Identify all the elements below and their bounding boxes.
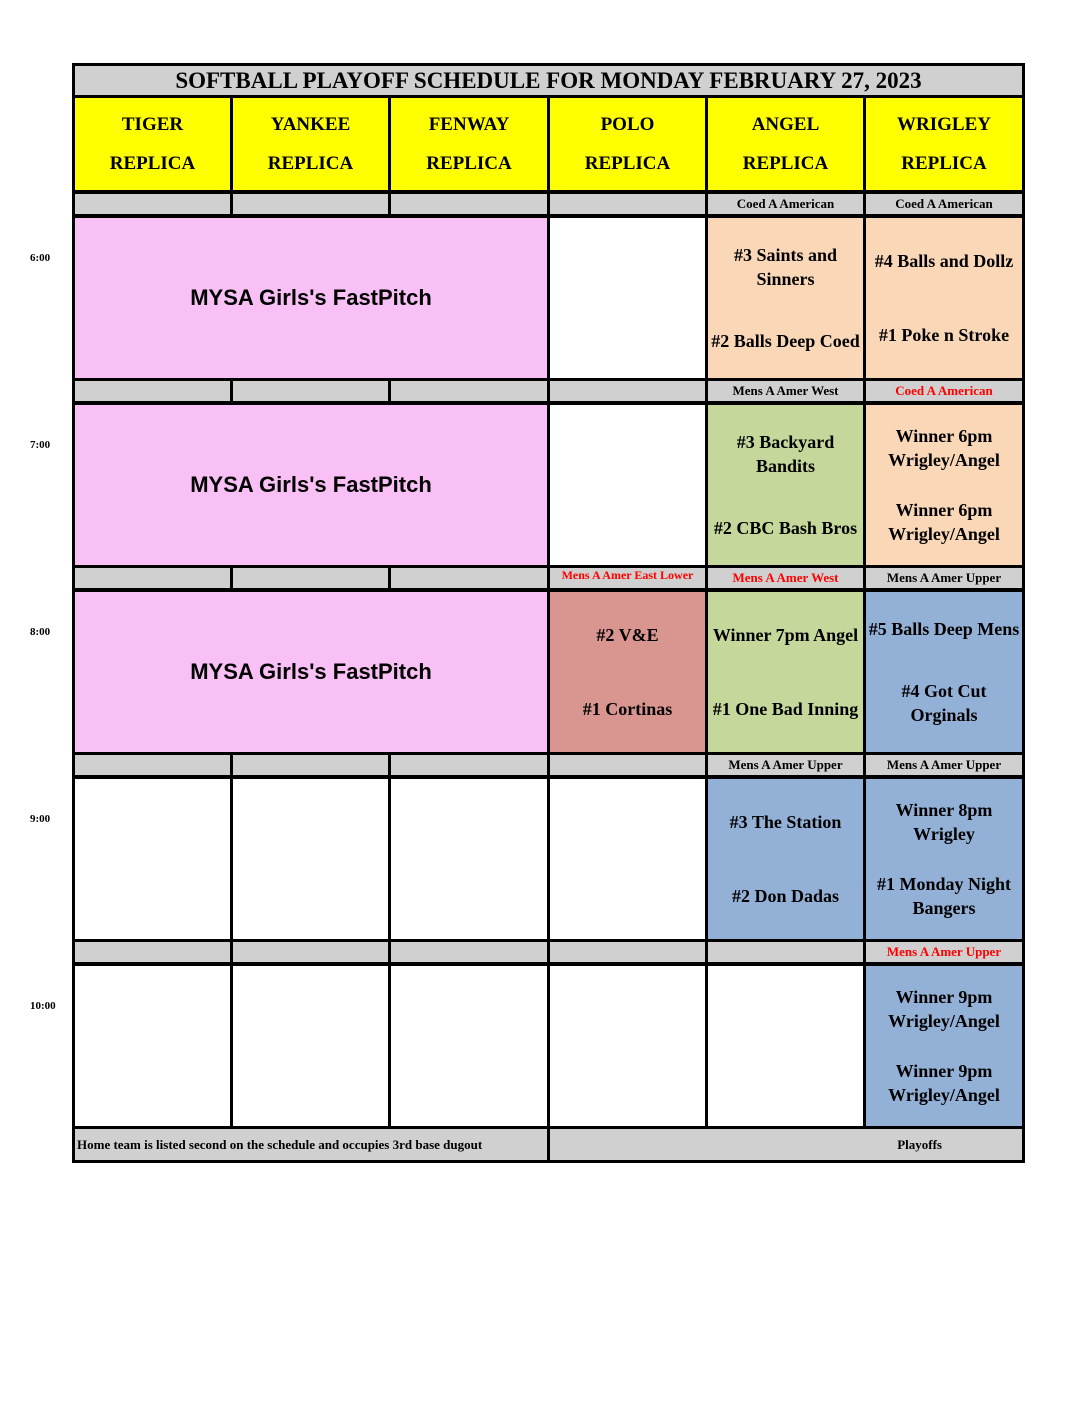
field-name: FENWAY — [428, 113, 510, 135]
field-name: TIGER — [121, 113, 184, 135]
playoffs-label: Playoffs — [550, 1129, 1022, 1160]
home-team: #1 Poke n Stroke — [878, 325, 1010, 345]
field-header-tiger — [75, 98, 230, 190]
away-team: #4 Balls and Dollz — [874, 251, 1014, 271]
empty-slot — [550, 779, 705, 939]
game-8pm-polo — [550, 592, 705, 752]
field-type: REPLICA — [267, 152, 354, 174]
away-team: #3 The Station — [729, 812, 842, 832]
division-bar — [233, 194, 388, 214]
away-team: #3 Saints and Sinners — [733, 245, 838, 289]
division-bar — [708, 942, 863, 962]
division-bar — [391, 942, 547, 962]
division-label: Mens A Amer West — [708, 381, 863, 401]
game-9pm-wrigley — [866, 779, 1022, 939]
field-header-fenway — [391, 98, 547, 190]
home-team: #2 Don Dadas — [731, 886, 840, 906]
division-bar — [233, 568, 388, 588]
division-bar — [233, 755, 388, 775]
home-team: #1 Cortinas — [582, 699, 673, 719]
game-6pm-wrigley — [866, 218, 1022, 378]
field-type: REPLICA — [742, 152, 829, 174]
division-bar — [391, 755, 547, 775]
division-label: Mens A Amer Upper — [708, 755, 863, 775]
home-team: Winner 9pm Wrigley/Angel — [888, 1061, 1000, 1105]
home-team: #1 One Bad Inning — [712, 699, 859, 719]
division-label: Mens A Amer Upper — [866, 755, 1022, 775]
division-label: Mens A Amer East Lower — [550, 568, 705, 588]
away-team: Winner 9pm Wrigley/Angel — [888, 987, 1000, 1031]
field-name: ANGEL — [751, 113, 820, 135]
division-label: Mens A Amer West — [708, 568, 863, 588]
field-name: YANKEE — [270, 113, 351, 135]
page-title: SOFTBALL PLAYOFF SCHEDULE FOR MONDAY FEBRUARY 27, 2023 — [75, 66, 1022, 95]
away-team: #3 Backyard Bandits — [736, 432, 835, 476]
division-bar — [233, 942, 388, 962]
game-6pm-angel — [708, 218, 863, 378]
time-label-8: 8:00 — [30, 626, 51, 638]
field-type: REPLICA — [109, 152, 196, 174]
empty-slot — [233, 966, 388, 1126]
empty-slot — [708, 966, 863, 1126]
division-bar — [75, 194, 230, 214]
division-bar — [233, 381, 388, 401]
division-bar — [550, 942, 705, 962]
division-label: Coed A American — [866, 381, 1022, 401]
division-bar — [391, 381, 547, 401]
division-label: Mens A Amer Upper — [866, 942, 1022, 962]
home-team: #1 Monday Night Bangers — [876, 874, 1011, 918]
division-label: Coed A American — [708, 194, 863, 214]
division-label: Mens A Amer Upper — [866, 568, 1022, 588]
empty-slot — [550, 966, 705, 1126]
empty-slot — [75, 779, 230, 939]
home-team: Winner 6pm Wrigley/Angel — [888, 500, 1000, 544]
game-9pm-angel — [708, 779, 863, 939]
division-bar — [75, 942, 230, 962]
home-team: #2 Balls Deep Coed — [711, 331, 860, 351]
field-type: REPLICA — [584, 152, 671, 174]
home-team: #2 CBC Bash Bros — [713, 518, 858, 538]
empty-slot — [391, 779, 547, 939]
division-bar — [75, 568, 230, 588]
mysa-block-6pm: MYSA Girls's FastPitch — [75, 218, 547, 378]
division-bar — [550, 194, 705, 214]
mysa-block-7pm: MYSA Girls's FastPitch — [75, 405, 547, 565]
game-7pm-wrigley — [866, 405, 1022, 565]
field-header-angel — [708, 98, 863, 190]
field-header-yankee — [233, 98, 388, 190]
field-name: WRIGLEY — [897, 113, 991, 135]
empty-slot — [550, 405, 705, 565]
game-8pm-angel — [708, 592, 863, 752]
away-team: #2 V&E — [596, 625, 659, 645]
division-label: Coed A American — [866, 194, 1022, 214]
game-7pm-angel — [708, 405, 863, 565]
division-bar — [75, 381, 230, 401]
division-bar — [550, 381, 705, 401]
away-team: Winner 8pm Wrigley — [895, 800, 993, 844]
time-label-6: 6:00 — [30, 252, 51, 264]
time-label-9: 9:00 — [30, 813, 51, 825]
empty-slot — [550, 218, 705, 378]
game-8pm-wrigley — [866, 592, 1022, 752]
division-bar — [550, 755, 705, 775]
game-10pm-wrigley — [866, 966, 1022, 1126]
division-bar — [391, 194, 547, 214]
mysa-block-8pm: MYSA Girls's FastPitch — [75, 592, 547, 752]
division-bar — [75, 755, 230, 775]
division-bar — [391, 568, 547, 588]
home-team-note: Home team is listed second on the schedule and occupies 3rd base dugout — [75, 1129, 547, 1160]
time-label-10: 10:00 — [30, 1000, 56, 1012]
field-header-polo — [550, 98, 705, 190]
empty-slot — [391, 966, 547, 1126]
field-header-wrigley — [866, 98, 1022, 190]
away-team: Winner 7pm Angel — [712, 625, 859, 645]
field-type: REPLICA — [426, 152, 512, 174]
time-label-7: 7:00 — [30, 439, 51, 451]
away-team: #5 Balls Deep Mens — [868, 619, 1020, 639]
field-type: REPLICA — [901, 152, 987, 174]
empty-slot — [75, 966, 230, 1126]
empty-slot — [233, 779, 388, 939]
schedule-table — [72, 63, 1025, 1163]
away-team: Winner 6pm Wrigley/Angel — [888, 426, 1000, 470]
home-team: #4 Got Cut Orginals — [901, 681, 987, 725]
field-name: POLO — [600, 113, 655, 135]
